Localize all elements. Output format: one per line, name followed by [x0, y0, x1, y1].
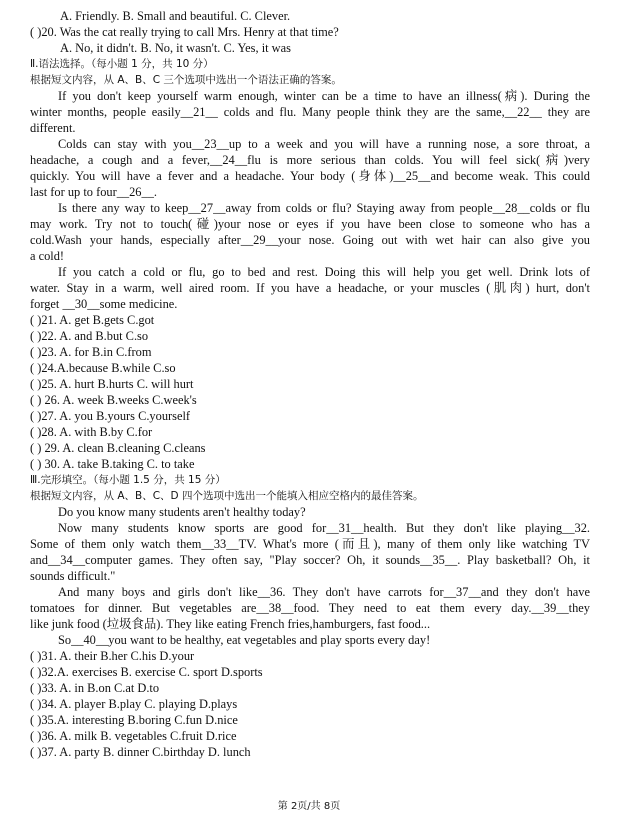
text-line: ( )36. A. milk B. vegetables C.fruit D.rice — [30, 729, 237, 743]
text-line: ( )34. A. player B.play C. playing D.plays — [30, 697, 238, 711]
page-footer: 第 2页/共 8页 — [277, 801, 341, 812]
text-line: ( )37. A. party B. dinner C.birthday D. lunch — [30, 745, 251, 759]
text-line: headache, a cough and a fever,__24__flu is more serious than colds. You will feel sick(病)very — [30, 153, 590, 167]
text-line: A. No, it didn't. B. No, it wasn't. C. Yes, it was — [60, 41, 291, 55]
text-line: ( )21. A. get B.gets C.got — [30, 313, 155, 327]
text-line: If you don't keep yourself warm enough, winter can be a time to have an illness(病). During the — [58, 89, 590, 103]
text-line: a cold! — [30, 249, 65, 263]
text-line: ( )33. A. in B.on C.at D.to — [30, 681, 160, 695]
text-line: ( )32.A. exercises B. exercise C. sport D.sports — [30, 665, 263, 679]
text-line: cold.Wash your hands, especially after__29__your nose. Going out with wet hair can also give you — [30, 233, 590, 247]
text-line: ( )25. A. hurt B.hurts C. will hurt — [30, 377, 194, 391]
text-line: ( )24.A.because B.while C.so — [30, 361, 176, 375]
text-line: ( )20. Was the cat really trying to call Mrs. Henry at that time? — [30, 25, 339, 39]
text-line: different. — [30, 121, 76, 135]
text-line: ( )27. A. you B.yours C.yourself — [30, 409, 191, 423]
text-line: Ⅲ.完形填空。（每小题 1.5 分，共 15 分） — [30, 474, 226, 486]
text-line: A. Friendly. B. Small and beautiful. C. Clever. — [60, 9, 291, 23]
text-line: And many boys and girls don't like__36. They don't have carrots for__37__and they don't have — [58, 585, 590, 599]
document-body — [30, 8, 590, 760]
text-line: last for up to four__26__. — [30, 185, 157, 199]
text-line: Now many students know sports are good for__31__health. But they don't like playing__32. — [58, 521, 590, 535]
text-line: 根据短文内容，从 A、B、C、D 四个选项中选出一个能填入相应空格内的最佳答案。 — [30, 490, 424, 502]
text-line: ( )22. A. and B.but C.so — [30, 329, 149, 343]
text-line: ( )23. A. for B.in C.from — [30, 345, 152, 359]
text-line: forget __30__some medicine. — [30, 297, 178, 311]
text-line: If you catch a cold or flu, go to bed and rest. Doing this will help you get well. Drink lots of — [58, 265, 590, 279]
text-line: winter months, people easily__21__ colds and flu. Many people think they are the same,__22__ they are — [30, 105, 590, 119]
text-line: So__40__you want to be healthy, eat vegetables and play sports every day! — [58, 633, 431, 647]
text-line: 根据短文内容，从 A、B、C 三个选项中选出一个语法正确的答案。 — [30, 74, 342, 86]
text-line: ( ) 30. A. take B.taking C. to take — [30, 457, 195, 471]
text-line: ( ) 29. A. clean B.cleaning C.cleans — [30, 441, 206, 455]
text-line: quickly. You will have a fever and a headache. Your body (身体)__25__and become weak. This could — [30, 169, 590, 183]
text-line: sounds difficult." — [30, 569, 116, 583]
text-line: may work. Try not to touch(碰)your nose or eyes if you have been close to someone who has a — [30, 217, 590, 231]
text-line: Is there any way to keep__27__away from colds or flu? Staying away from people__28__colds or flu — [58, 201, 590, 215]
text-line: Do you know many students aren't healthy today? — [58, 505, 306, 519]
text-line: tomatoes for dinner. But vegetables are__38__food. They need to eat them every day.__39__they — [30, 601, 590, 615]
text-line: Ⅱ.语法选择。（每小题 1 分，共 10 分） — [30, 58, 214, 70]
text-line: Colds can stay with you__23__up to a week and you will have a running nose, a sore throat, a — [58, 137, 590, 151]
text-line: water. Stay in a warm, well aired room. If you have a headache, or your muscles (肌肉) hurt, don't — [30, 281, 590, 295]
text-line: ( )35.A. interesting B.boring C.fun D.nice — [30, 713, 238, 727]
text-line: Some of them only watch them__33__TV. What's more (而且), many of them only like watching TV — [30, 537, 590, 551]
text-line: ( )31. A. their B.her C.his D.your — [30, 649, 195, 663]
text-line: ( )28. A. with B.by C.for — [30, 425, 153, 439]
text-line: like junk food (垃圾食品). They like eating French fries,hamburgers, fast food... — [30, 617, 431, 631]
text-line: and__34__computer games. They often say, "Play soccer? Oh, it sounds__35__. Play basketball? Oh, it — [30, 553, 590, 567]
text-line: ( ) 26. A. week B.weeks C.week's — [30, 393, 197, 407]
